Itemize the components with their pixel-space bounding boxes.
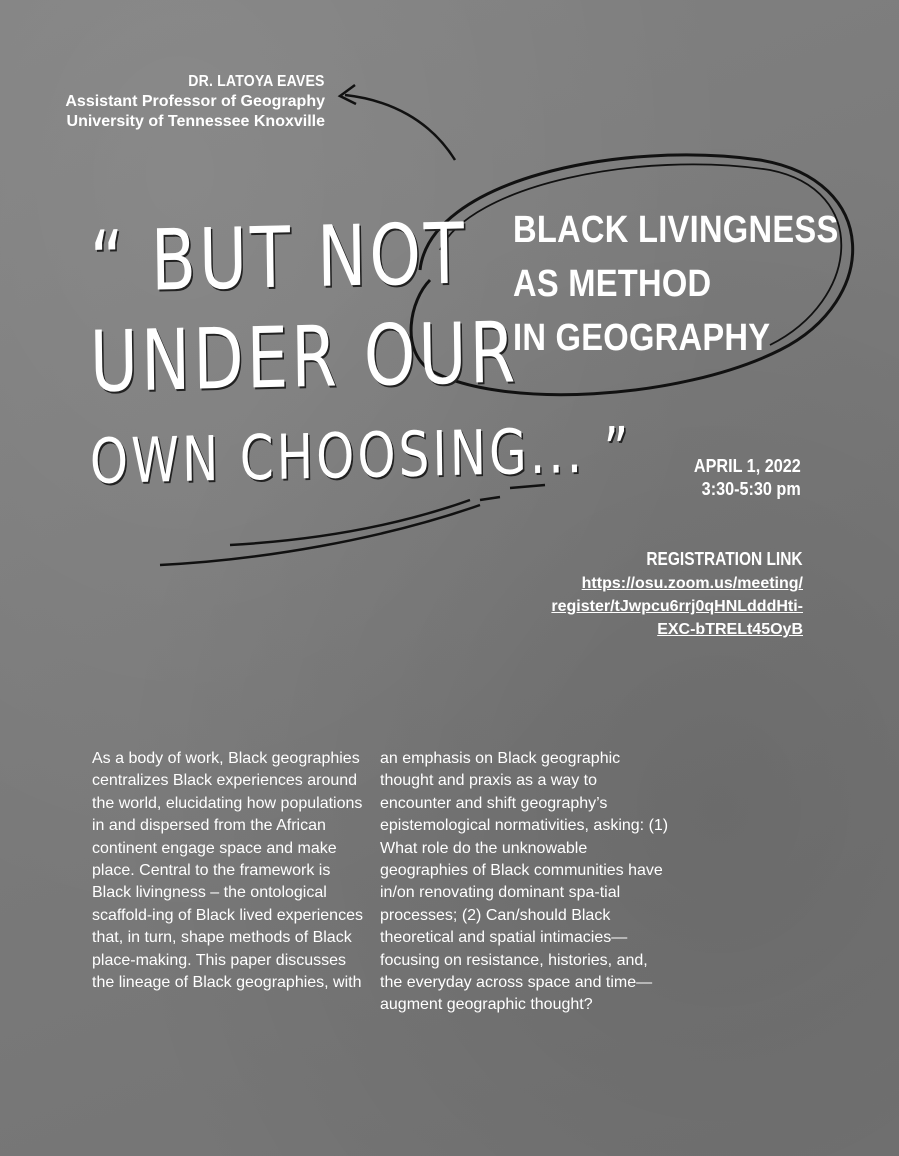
- quote-line-2: UNDER OUR: [89, 303, 519, 411]
- abstract-column-1: As a body of work, Black geographies centralizes Black experiences around the world, elucidating how populations in and dispersed from the African continent engage space and make place. Central to the framework is Black livingness – the ontological scaffold-ing of Black lived experiences that, in turn, shape methods of Black place-making. This paper discusses the lineage of Black geographies, with: [92, 750, 363, 992]
- speaker-institution: University of Tennessee Knoxville: [66, 113, 325, 130]
- speaker-name: DR. LATOYA EAVES: [188, 73, 325, 90]
- title-line-1: BLACK LIVINGNESS: [513, 209, 839, 251]
- talk-title: [513, 204, 892, 366]
- abstract-column-2: an emphasis on Black geographic thought and praxis as a way to encounter and shift geography’s epistemological normativities, asking: (1) What role do the unknowable geographies of Black communities have in/on renovating dominant spa-tial processes; (2) Can/should Black theoretical and spatial intimacies—focusing on resistance, histories, and, the everyday across space and time—augment geographic thought?: [380, 750, 669, 1014]
- arrow-line: [345, 95, 455, 160]
- registration: [551, 546, 803, 642]
- arrow-head: [340, 85, 356, 104]
- title-line-3: IN GEOGRAPHY: [513, 316, 771, 359]
- speaker-info: [65, 72, 325, 132]
- registration-link-line-2[interactable]: register/tJwpcu6rrj0qHNLdddHti-: [551, 598, 803, 616]
- registration-link-line-3[interactable]: EXC-bTRELt45OyB: [657, 621, 803, 639]
- event-datetime: [682, 455, 801, 502]
- registration-label: REGISTRATION LINK: [646, 549, 803, 569]
- title-line-2: AS METHOD: [513, 262, 712, 305]
- quote-line-1: “ BUT NOT: [89, 204, 468, 311]
- event-time: 3:30-5:30 pm: [701, 479, 801, 500]
- quote-line-3: OWN CHOOSING... ”: [89, 412, 633, 498]
- event-date: APRIL 1, 2022: [694, 456, 801, 476]
- speaker-position: Assistant Professor of Geography: [65, 93, 325, 110]
- registration-link-line-1[interactable]: https://osu.zoom.us/meeting/: [581, 575, 803, 593]
